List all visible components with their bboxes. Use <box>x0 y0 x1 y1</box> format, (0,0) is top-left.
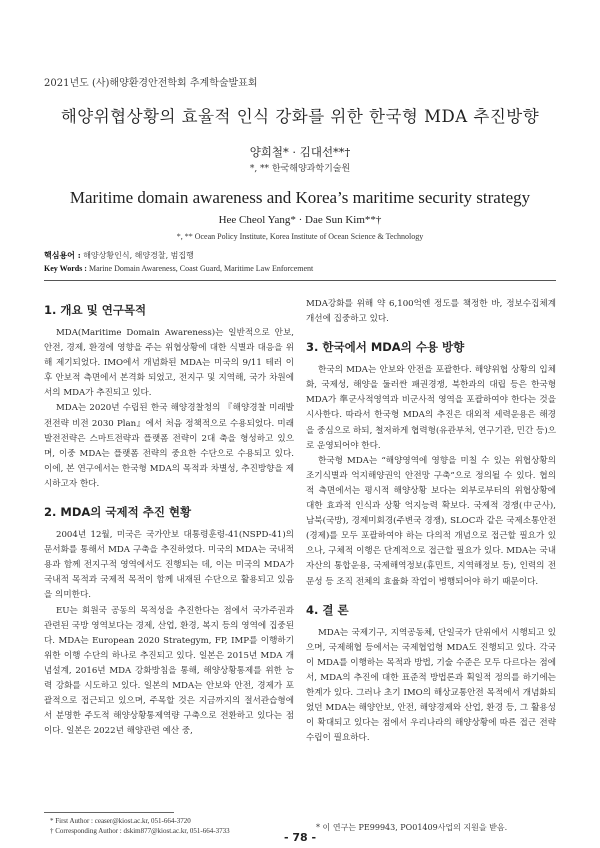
english-affiliation: *, ** Ocean Policy Institute, Korea Institute of Ocean Science & Technology <box>176 232 424 241</box>
left-column <box>44 297 294 739</box>
section-1-paragraph-2: MDA는 2020년 수립된 한국 해양경찰청의 『해양경찰 미래발전전략 비전 2030 Plan』에서 처음 정책적으로 수용되었다. 미래발전전략은 스마트전략과 플랫폼 전략이 2대 축을 형성하고 있으며, 이중 MDA는 플랫폼 전략의 중요한 수단으로 수용되고 있다. 이에, 본 연구에서는 한국형 MDA의 목적과 차별성, 추진방향을 제시하고자 한다. <box>44 403 294 489</box>
section-1-paragraph-1: MDA(Maritime Domain Awareness)는 일반적으로 안보, 안전, 경제, 환경에 영향을 주는 위협상황에 대한 식별과 대응을 위해 제기되었다. IMO에서 개념화된 MDA는 미국의 9/11 테러 이후 안보적 측면에서 본격화 되었고, 전지구 및 지역해, 국가 차원에서의 MDA가 추진되고 있다. <box>44 328 294 399</box>
section-2-paragraph-2: EU는 회원국 공동의 목적성을 추진한다는 점에서 국가주권과 관련된 국방 영역보다는 경제, 산업, 환경, 복지 등의 영역에 집중된다. MDA는 European 2020 Strategym, FP, IMP를 이행하기 위한 이행 수단의 하나로 추진되고 있다. 일본은 2015년 MDA 개념설계, 2016년 MDA 강화방침을 통해, 해양상황통제를 위한 능력 강화를 시도하고 있다. 일본의 MDA는 안보와 안전, 경제가 포괄적으로 접근되고 있으며, 주목할 것은 지금까지의 절서관습형에서 분명한 주도적 해양상황통제역량 구축으로 전환하고 있다는 점이다. 일본은 2022년 해양관련 예산 중, <box>44 605 294 737</box>
keywords-korean-label: 핵심용어 : <box>44 250 81 260</box>
section-3-paragraph-1: 한국의 MDA는 안보와 안전을 포괄한다. 해양위협 상황의 입체화, 국제성, 해양을 둘러싼 패권경쟁, 북한과의 대립 등은 한국형 MDA가 準군사적영역과 비군사적 영역을 포괄하여야 한다는 것을 시사한다. 따라서 한국형 MDA의 추진은 대외적 세력운용은 해경을 중심으로 하되, 철저하게 협력형(유관부처, 연구기관, 민간 등)으로 운영되어야 한다. <box>306 365 556 451</box>
acknowledgement: * 이 연구는 PE99943, PO01409사업의 지원을 받음. <box>316 823 508 832</box>
keywords-korean <box>44 250 194 261</box>
section-1-heading: 1. 개요 및 연구목적 <box>44 303 147 317</box>
section-3-heading: 3. 한국에서 MDA의 수용 방향 <box>306 340 465 355</box>
korean-authors: 양희철* · 김대선**† <box>249 145 351 159</box>
footnote-corresponding-author: † Corresponding Author : dskim877@kiost.ac.kr, 051-664-3733 <box>50 827 230 835</box>
page-number: - 78 - <box>283 831 317 844</box>
section-2-heading: 2. MDA의 국제적 추진 현황 <box>44 505 192 520</box>
keywords-english <box>44 264 313 273</box>
english-title: Maritime domain awareness and Korea’s maritime security strategy <box>69 188 531 207</box>
footnote-first-author: * First Author : ceaser@kiost.ac.kr, 051-664-3720 <box>50 817 191 825</box>
section-3-paragraph-2: 한국형 MDA는 “해양영역에 영향을 미칠 수 있는 위협상황의 조기식별과 억지해양권익 안전망 구축”으로 정의될 수 있다. 협의적 측면에서는 평시적 해양상황 보다는 외부로부터의 위협상황에 대한 효과적 인식과 상황 억지능력 확보다. 국제적 경쟁(中군사), 남북(국방), 경제미회경(주변국 경쟁), SLOC과 같은 국제소통안전(경제)를 모두 포괄하여야 하는 다의적 개념으로 접근할 필요가 있으나, 구체적 이행은 단계적으로 접근할 필요가 있다. MDA는 국내자산의 통합운용, 국제해역정보(휴민트, 지역해정보 등), 인력의 전문성 등 조직 전체의 효율화 작업이 병행되어야 하기 때문이다. <box>306 455 556 587</box>
korean-affiliation: *, ** 한국해양과학기술원 <box>249 164 351 174</box>
keywords-english-text: Marine Domain Awareness, Coast Guard, Maritime Law Enforcement <box>88 264 314 273</box>
header-divider <box>44 280 556 281</box>
korean-title: 해양위협상황의 효율적 인식 강화를 위한 한국형 MDA 추진방향 <box>60 107 540 126</box>
section-4-heading: 4. 결 론 <box>306 602 349 617</box>
section-2-continuation: MDA강화를 위해 약 6,100억엔 정도를 책정한 바, 정보수집체계 개선에 집중하고 있다. <box>306 299 556 325</box>
right-column <box>306 297 556 746</box>
keywords-korean-text: 해양상황인식, 해양경찰, 범집행 <box>83 251 194 260</box>
footnote-divider <box>44 812 174 813</box>
section-2-paragraph-1: 2004년 12월, 미국은 국가안보 대통령훈령-41(NSPD-41)의 문서화를 통해서 MDA 구축을 추진하였다. 미국의 MDA는 국내적용과 함께 전지구적 영역에서도 진행되는 데, 이는 미국의 MDA가 국내적 목적과 국제적 목적이 함께 내재된 수단으로 활용되고 있음을 의미한다. <box>44 530 294 601</box>
english-authors: Hee Cheol Yang* · Dae Sun Kim**† <box>218 214 382 226</box>
keywords-english-label: Key Words : <box>44 264 87 273</box>
section-4-paragraph-1: MDA는 국제기구, 지역공동체, 단일국가 단위에서 시행되고 있으며, 국제해협 등에서는 국제협업형 MDA도 진행되고 있다. 각국이 MDA를 이행하는 목적과 방법, 기술 수준은 모두 다르다는 점에서, MDA의 추진에 대한 표준적 방법론과 획일적 정의를 하기에는 한계가 있다. 그러나 초기 IMO의 해상교통안전 목적에서 개념화되었던 MDA는 해양안보, 안전, 해양경제와 산업, 환경 등, 그 활용성이 확대되고 있다는 점에서 우리나라의 해양상황에 따른 접근 전략 수립이 필요하다. <box>306 627 556 744</box>
conference-header: 2021년도 (사)해양환경안전학회 추계학술발표회 <box>44 78 258 89</box>
